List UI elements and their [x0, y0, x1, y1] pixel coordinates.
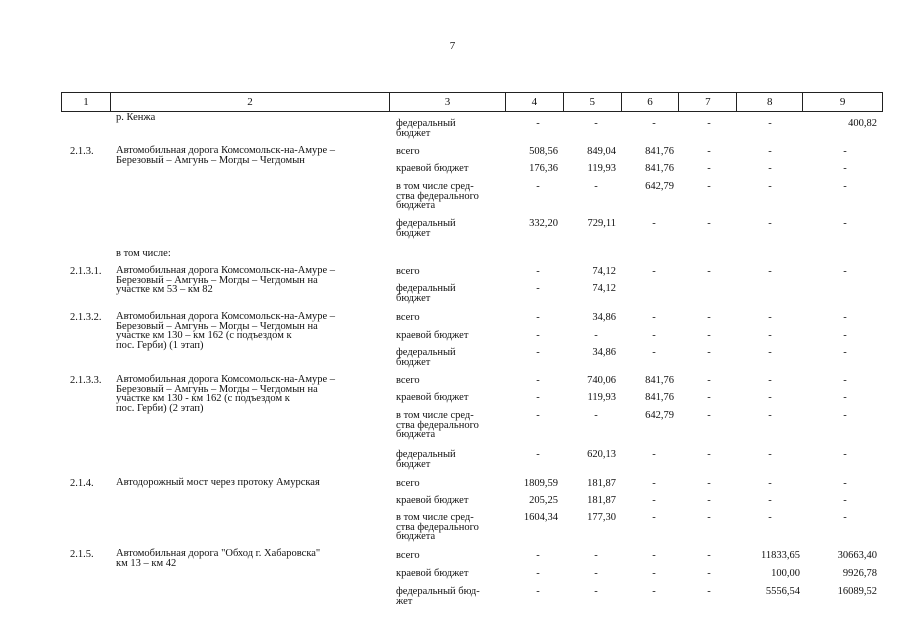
value-cell: -	[594, 568, 598, 579]
value-cell: 16089,52	[837, 586, 877, 597]
value-cell: -	[707, 118, 711, 129]
value-cell: -	[843, 410, 847, 421]
value-cell: 181,87	[587, 495, 616, 506]
value-cell: 119,93	[587, 392, 616, 403]
value-cell: -	[652, 586, 656, 597]
row-name: Автомобильная дорога Комсомольск-на-Амуре – Березовый – Амгунь – Могды – Чегдомын на участке км 53 – км 82	[116, 265, 336, 295]
value-cell: -	[843, 146, 847, 157]
value-cell: -	[843, 478, 847, 489]
value-cell: -	[768, 218, 772, 229]
value-cell: -	[843, 449, 847, 460]
value-cell: 100,00	[771, 568, 800, 579]
header-cell-5: 5	[563, 93, 621, 111]
value-cell: -	[843, 266, 847, 277]
value-cell: -	[843, 330, 847, 341]
row-id: 2.1.4.	[70, 478, 94, 489]
value-cell: -	[768, 392, 772, 403]
value-cell: -	[536, 586, 540, 597]
value-cell: 332,20	[529, 218, 558, 229]
funding-label: федеральный бюджет	[396, 218, 456, 239]
value-cell: -	[594, 550, 598, 561]
row-name: Автомобильная дорога Комсомольск-на-Амуре – Березовый – Амгунь – Могды – Чегдомын на участке км 130 – км 162 (с подъездом к пос. Герби) (1 этап)	[116, 311, 336, 351]
value-cell: -	[768, 495, 772, 506]
value-cell: -	[843, 375, 847, 386]
value-cell: 729,11	[587, 218, 616, 229]
funding-label: всего	[396, 266, 420, 277]
value-cell: -	[652, 312, 656, 323]
value-cell: -	[843, 495, 847, 506]
value-cell: 841,76	[645, 163, 674, 174]
value-cell: -	[843, 163, 847, 174]
value-cell: -	[768, 163, 772, 174]
value-cell: -	[768, 478, 772, 489]
value-cell: 400,82	[848, 118, 877, 129]
value-cell: -	[768, 347, 772, 358]
value-cell: -	[536, 449, 540, 460]
header-cell-6: 6	[621, 93, 679, 111]
value-cell: 9926,78	[842, 568, 877, 579]
row-id: 2.1.3.1.	[70, 266, 102, 277]
value-cell: -	[707, 410, 711, 421]
funding-label: краевой бюджет	[396, 495, 469, 506]
value-cell: -	[536, 550, 540, 561]
value-cell: -	[536, 375, 540, 386]
funding-label: краевой бюджет	[396, 163, 469, 174]
value-cell: -	[768, 118, 772, 129]
value-cell: -	[707, 550, 711, 561]
value-cell: -	[536, 568, 540, 579]
value-cell: -	[652, 512, 656, 523]
value-cell: 176,36	[529, 163, 558, 174]
row-name: Автомобильная дорога "Обход г. Хабаровска" км 13 – км 42	[116, 548, 321, 569]
value-cell: -	[536, 410, 540, 421]
value-cell: 34,86	[592, 312, 616, 323]
value-cell: -	[707, 512, 711, 523]
value-cell: 34,86	[592, 347, 616, 358]
value-cell: 508,56	[529, 146, 558, 157]
value-cell: -	[652, 478, 656, 489]
value-cell: 642,79	[645, 181, 674, 192]
row-id: 2.1.5.	[70, 549, 94, 560]
value-cell: -	[652, 347, 656, 358]
value-cell: -	[707, 568, 711, 579]
value-cell: -	[768, 330, 772, 341]
value-cell: -	[652, 449, 656, 460]
value-cell: 177,30	[587, 512, 616, 523]
value-cell: -	[707, 266, 711, 277]
value-cell: 642,79	[645, 410, 674, 421]
value-cell: 11833,65	[761, 550, 800, 561]
value-cell: -	[768, 410, 772, 421]
value-cell: -	[652, 550, 656, 561]
value-cell: -	[707, 146, 711, 157]
header-cell-4: 4	[505, 93, 563, 111]
funding-label: федеральный бюджет	[396, 449, 456, 470]
funding-label: всего	[396, 478, 420, 489]
funding-label: в том числе сред- ства федерального бюджета	[396, 181, 479, 211]
value-cell: -	[707, 218, 711, 229]
value-cell: -	[536, 347, 540, 358]
funding-label: краевой бюджет	[396, 392, 469, 403]
value-cell: -	[768, 312, 772, 323]
header-cell-7: 7	[678, 93, 736, 111]
row-id: 2.1.3.3.	[70, 375, 102, 386]
value-cell: -	[536, 312, 540, 323]
funding-label: всего	[396, 375, 420, 386]
header-cell-1: 1	[83, 96, 89, 108]
value-cell: -	[707, 449, 711, 460]
value-cell: 841,76	[645, 375, 674, 386]
value-cell: -	[536, 266, 540, 277]
header-cell-9: 9	[802, 93, 882, 111]
value-cell: -	[843, 181, 847, 192]
row-name: в том числе:	[116, 248, 171, 259]
value-cell: -	[652, 118, 656, 129]
row-id: 2.1.3.2.	[70, 312, 102, 323]
value-cell: -	[768, 181, 772, 192]
row-name: Автомобильная дорога Комсомольск-на-Амуре – Березовый – Амгунь – Могды – Чегдомын на участке км 130 - км 162 (с подъездом к пос. Герби) (2 этап)	[116, 374, 336, 414]
value-cell: -	[707, 163, 711, 174]
value-cell: -	[707, 392, 711, 403]
value-cell: 74,12	[592, 283, 616, 294]
funding-label: всего	[396, 550, 420, 561]
value-cell: -	[594, 410, 598, 421]
header-cell-8: 8	[736, 93, 802, 111]
value-cell: 1604,34	[523, 512, 558, 523]
header-cell-3: 3	[389, 93, 505, 111]
funding-label: федеральный бюджет	[396, 347, 456, 368]
value-cell: -	[768, 449, 772, 460]
value-cell: -	[707, 181, 711, 192]
header-cell-2: 2	[110, 93, 389, 111]
value-cell: -	[707, 586, 711, 597]
value-cell: -	[594, 586, 598, 597]
funding-label: всего	[396, 312, 420, 323]
value-cell: 841,76	[645, 392, 674, 403]
value-cell: -	[768, 375, 772, 386]
value-cell: -	[768, 512, 772, 523]
value-cell: -	[652, 218, 656, 229]
value-cell: -	[536, 118, 540, 129]
value-cell: 205,25	[529, 495, 558, 506]
value-cell: -	[594, 330, 598, 341]
funding-label: в том числе сред- ства федерального бюджета	[396, 512, 479, 542]
value-cell: -	[768, 146, 772, 157]
value-cell: -	[536, 330, 540, 341]
value-cell: -	[652, 330, 656, 341]
value-cell: 841,76	[645, 146, 674, 157]
row-name: Автодорожный мост через протоку Амурская	[116, 477, 320, 488]
value-cell: -	[707, 478, 711, 489]
value-cell: -	[536, 392, 540, 403]
value-cell: 620,13	[587, 449, 616, 460]
value-cell: -	[707, 330, 711, 341]
value-cell: -	[843, 392, 847, 403]
value-cell: -	[707, 312, 711, 323]
value-cell: -	[843, 218, 847, 229]
value-cell: -	[594, 181, 598, 192]
funding-label: федеральный бюд- жет	[396, 586, 480, 607]
value-cell: 74,12	[592, 266, 616, 277]
value-cell: -	[707, 347, 711, 358]
value-cell: -	[768, 266, 772, 277]
value-cell: -	[652, 495, 656, 506]
funding-label: краевой бюджет	[396, 568, 469, 579]
value-cell: 740,06	[587, 375, 616, 386]
value-cell: -	[652, 266, 656, 277]
value-cell: 5556,54	[765, 586, 800, 597]
value-cell: -	[843, 312, 847, 323]
value-cell: -	[843, 512, 847, 523]
value-cell: -	[707, 375, 711, 386]
value-cell: 181,87	[587, 478, 616, 489]
row-id: 2.1.3.	[70, 146, 94, 157]
value-cell: -	[843, 347, 847, 358]
value-cell: -	[707, 495, 711, 506]
value-cell: -	[536, 283, 540, 294]
funding-label: краевой бюджет	[396, 330, 469, 341]
value-cell: 1809,59	[523, 478, 558, 489]
value-cell: 119,93	[587, 163, 616, 174]
funding-label: в том числе сред- ства федерального бюджета	[396, 410, 479, 440]
funding-label: федеральный бюджет	[396, 283, 456, 304]
funding-label: всего	[396, 146, 420, 157]
value-cell: -	[652, 568, 656, 579]
funding-label: федеральный бюджет	[396, 118, 456, 139]
value-cell: -	[536, 181, 540, 192]
row-name: р. Кенжа	[116, 112, 156, 123]
row-name: Автомобильная дорога Комсомольск-на-Амуре – Березовый – Амгунь – Могды – Чегдомын	[116, 145, 336, 166]
value-cell: 849,04	[587, 146, 616, 157]
page-number: 7	[449, 40, 456, 52]
value-cell: -	[594, 118, 598, 129]
value-cell: 30663,40	[837, 550, 877, 561]
